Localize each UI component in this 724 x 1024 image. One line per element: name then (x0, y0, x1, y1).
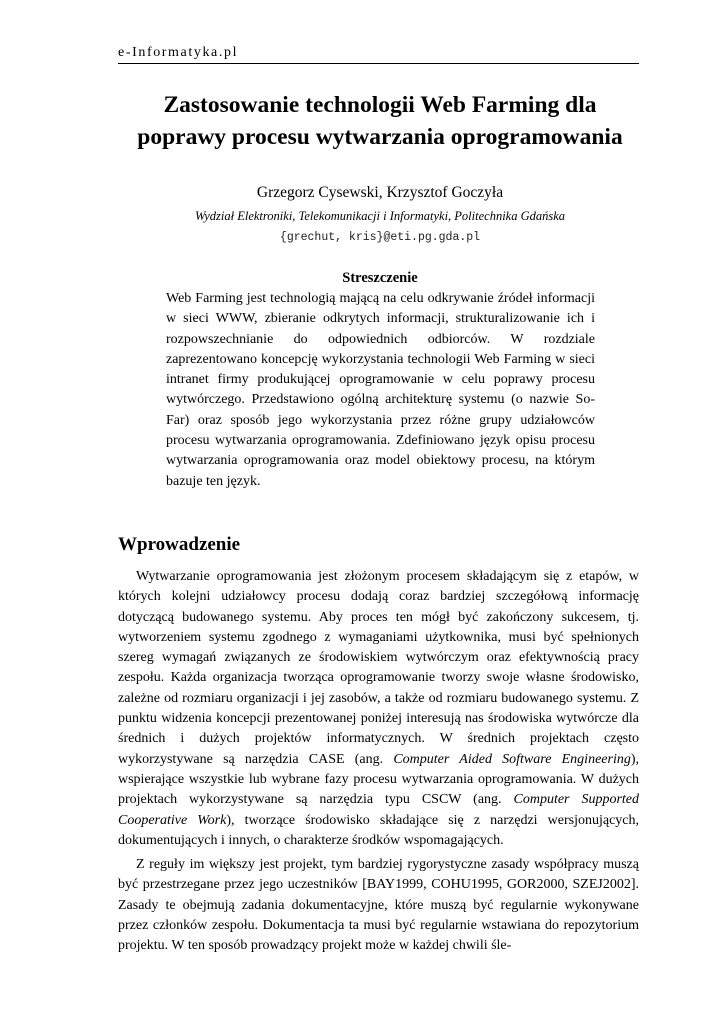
paragraph-1 (118, 567, 639, 851)
p1-part-c: ), tworzące środowisko składające się z narzędzi wersjonujących, dokumentujących i innych, o charakterze środków wspomagających. (118, 812, 639, 848)
p1-emphasis-case: Computer Aided Software Engineering (393, 751, 631, 767)
abstract-text: Web Farming jest technologią mającą na celu odkrywanie źródeł informacji w sieci WWW, zbieranie odkrytych informacji, strukturalizowanie ich i rozpowszechnianie do odpowiednich odbiorców. W rozdziale zaprezentowano koncepcję wykorzystania technologii Web Farming w sieci intranet firmy produkującej oprogramowanie w celu poprawy procesu wytwórczego. Przedstawiono ogólną architekturę systemu (o nazwie So-Far) oraz sposób jego wykorzystania przez różne grupy udziałowców procesu wytwarzania oprogramowania. Zdefiniowano język opisu procesu wytwarzania oprogramowania oraz model obiektowy procesu, na którym bazuje ten język. (166, 291, 595, 489)
abstract-heading: Streszczenie (342, 270, 418, 286)
section-heading-intro: Wprowadzenie (118, 534, 241, 555)
p1-emphasis-cscw: Computer Supported Cooperative Work (118, 792, 639, 828)
authors: Grzegorz Cysewski, Krzysztof Goczyła (256, 184, 504, 201)
paper-title (110, 89, 650, 153)
affiliation: Wydział Elektroniki, Telekomunikacji i Informatyki, Politechnika Gdańska (194, 209, 566, 223)
running-head: e-Informatyka.pl (118, 45, 239, 60)
p1-part-a: Wytwarzanie oprogramowania jest złożonym procesem składającym się z etapów, w których kolejni udziałowcy procesu dodają coraz bardziej szczegółową informację dotyczącą budowanego systemu. Aby proces ten mógł być zakończony sukcesem, tj. wytworzeniem systemu zgodnego z wymaganiami użytkownika, musi być spełnionych szereg wymagań związanych ze środowiskiem wytwórczym oraz efektywnością pracy zespołu. Każda organizacja tworząca oprogramowanie tworzy swoje własne środowisko, zależne od rozmiaru organizacji i jej zasobów, a także od rozmiaru budowanego systemu. Z punktu widzenia koncepcji prezentowanej poniżej interesują nas środowiska wytwórcze dla średnich i dużych projektów informatycznych. W średnich projektach często wykorzystywane są narzędzia CASE (ang. (118, 569, 639, 767)
header-rule (118, 63, 639, 64)
intro-body (118, 567, 639, 957)
title-line-1: Zastosowanie technologii Web Farming dla (163, 92, 597, 118)
author-email: {grechut, kris}@eti.pg.gda.pl (279, 231, 481, 244)
p1-part-b: ), wspierające wszystkie lub wybrane fazy procesu wytwarzania oprogramowania. W dużych projektach wykorzystywane są narzędzia typu CSCW (ang. (118, 751, 639, 808)
title-line-2: poprawy procesu wytwarzania oprogramowania (137, 124, 623, 150)
paragraph-2: Z reguły im większy jest projekt, tym bardziej rygorystyczne zasady współpracy muszą być przestrzegane przez jego uczestników [BAY1999, COHU1995, GOR2000, SZEJ2002]. Zasady te obejmują zadania dokumentacyjne, które muszą być regularnie wykonywane przez członków zespołu. Dokumentacja ta musi być regularnie wstawiana do repozytorium projektu. W ten sposób prowadzący projekt może w każdej chwili śle- (118, 857, 639, 954)
